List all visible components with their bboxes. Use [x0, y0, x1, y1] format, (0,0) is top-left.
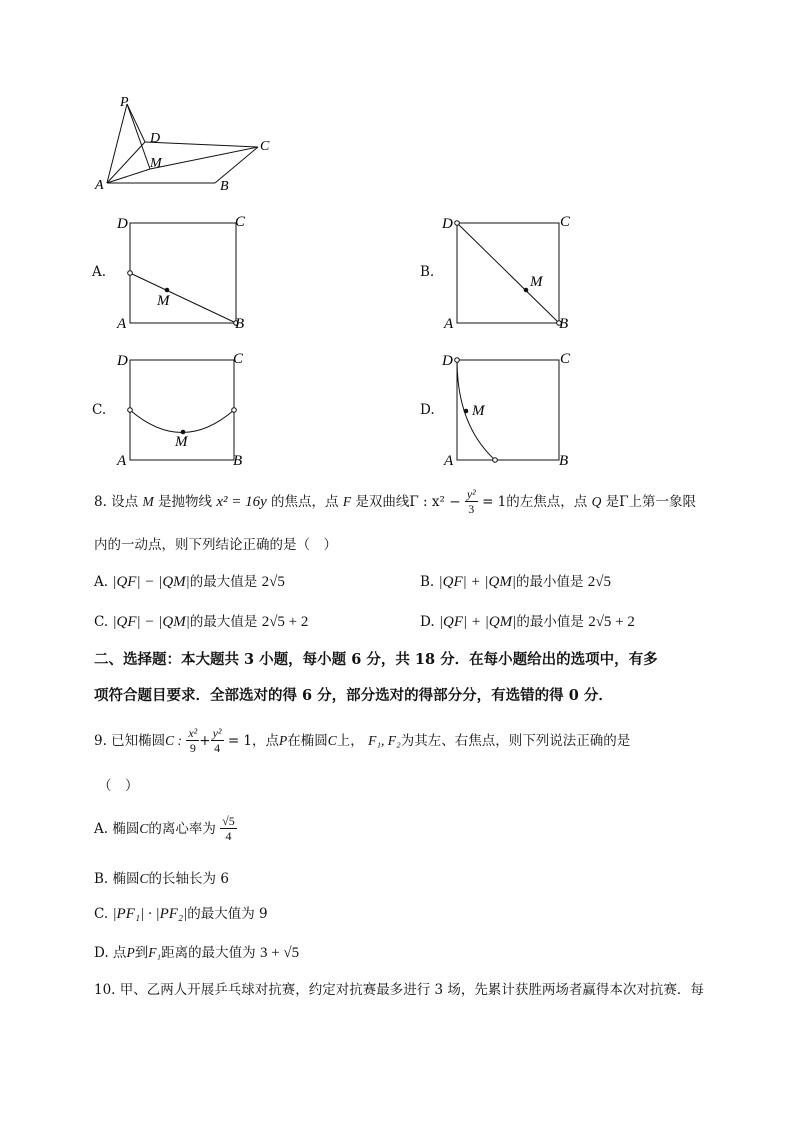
- q9-optC-expr: |PF₁| · |PF₂|: [112, 906, 188, 922]
- label-A: A: [444, 316, 454, 332]
- pyramid-figure: [90, 92, 280, 192]
- label-A: A: [444, 453, 454, 469]
- q9-optB-pre: B. 椭圆: [94, 871, 140, 887]
- q9-P: P: [279, 732, 288, 748]
- q8-opt-val: 2√5 + 2: [588, 614, 635, 630]
- q8-fraction: [465, 488, 478, 517]
- q9-optD-F: F₁: [148, 945, 162, 960]
- q8-opt-expr: |QF| − |QM|: [112, 574, 190, 590]
- label-B: B: [220, 179, 229, 192]
- label-B: B: [233, 453, 243, 469]
- label-A: A: [117, 453, 127, 469]
- label-A: A: [95, 178, 104, 192]
- q9-optD-text1: 到: [134, 945, 149, 961]
- label-D: D: [117, 216, 128, 232]
- label-C: C: [560, 351, 571, 367]
- q9-optD-pre: D. 点: [94, 945, 127, 961]
- q8-M: M: [142, 493, 154, 509]
- q9-frac1-num: x²: [188, 726, 198, 740]
- q8-opt-letter: C.: [94, 614, 109, 630]
- label-C: C: [560, 214, 571, 230]
- q8-Q: Q: [591, 493, 602, 509]
- q8-frac-num: y²: [466, 487, 476, 501]
- q9-option-c[interactable]: [94, 905, 268, 923]
- q9-optC-pre: C.: [94, 906, 109, 922]
- option-c-figure: [110, 345, 260, 470]
- q9-optA-frac: [220, 815, 237, 844]
- label-B: B: [235, 316, 245, 332]
- q9-blank: （ ）: [98, 778, 139, 794]
- label-D: D: [150, 131, 161, 146]
- option-d-letter: D.: [420, 402, 435, 418]
- q9-p1: 9. 已知椭圆: [94, 732, 166, 749]
- q8-p5: = 1的左焦点，点: [482, 493, 588, 510]
- q9-optA-C: C: [139, 820, 149, 836]
- option-c-letter: C.: [92, 402, 107, 418]
- q9-optD-val: 3 + √5: [259, 945, 300, 961]
- q9-optA-pre: A. 椭圆: [94, 820, 140, 837]
- q8-opt-letter: B.: [420, 574, 435, 590]
- q9-C2: C: [327, 732, 337, 748]
- q8-F: F: [342, 493, 352, 509]
- label-M: M: [157, 293, 170, 309]
- section2-line1: 二、选择题：本大题共 3 小题，每小题 6 分，共 18 分．在每小题给出的选项中，有多: [94, 651, 658, 668]
- label-M: M: [530, 274, 543, 290]
- section2-line2: 项符合题目要求．全部选对的得 6 分，部分选对的得部分分，有选错的得 0 分．: [94, 687, 613, 704]
- q8-opt-letter: A.: [94, 574, 109, 590]
- q9-optA-den: 4: [225, 829, 232, 844]
- q8-p6: 是Γ上第一象限: [605, 493, 696, 510]
- label-P: P: [120, 95, 129, 110]
- label-A: A: [117, 316, 127, 332]
- q8-line2: 内的一动点，则下列结论正确的是（ ）: [94, 537, 337, 553]
- q8-opt-text: 的最小值是: [515, 574, 584, 590]
- q9-option-b[interactable]: [94, 871, 229, 887]
- q9-frac1-den: 9: [189, 741, 196, 756]
- option-b-letter: B.: [420, 264, 435, 280]
- q9-option-a[interactable]: [94, 815, 237, 844]
- q9-optB-text: 的长轴长为 6: [148, 871, 229, 887]
- label-D: D: [442, 216, 453, 232]
- q9-p2: ，点: [252, 732, 280, 749]
- q8-option-c[interactable]: [94, 613, 308, 631]
- label-B: B: [559, 316, 569, 332]
- q9-plus: +: [199, 732, 211, 749]
- q9-line1: [94, 727, 630, 756]
- q8-opt-expr: |QF| + |QM|: [438, 614, 517, 630]
- q8-opt-text: 的最小值是: [516, 614, 584, 630]
- q9-F12: F₁, F₂: [368, 732, 401, 748]
- q9-frac2: [211, 727, 224, 756]
- q8-option-d[interactable]: [420, 613, 635, 631]
- q8-opt-text: 的最大值是: [189, 574, 258, 590]
- q9-p3: 在椭圆: [287, 732, 328, 749]
- q8-opt-expr: |QF| + |QM|: [438, 574, 516, 590]
- q8-p3: 的焦点，点: [271, 493, 339, 510]
- q9-optD-P: P: [126, 945, 135, 960]
- option-a-figure: [110, 208, 260, 333]
- q8-opt-letter: D.: [420, 614, 435, 630]
- q8-frac-den: 3: [468, 502, 475, 517]
- q9-optD-text2: 距离的最大值为: [161, 945, 256, 961]
- label-M: M: [150, 156, 162, 171]
- q9-frac2-num: y²: [212, 726, 222, 740]
- q9-option-d[interactable]: [94, 944, 299, 962]
- q9-p5: 为其左、右焦点，则下列说法正确的是: [400, 732, 631, 749]
- label-D: D: [117, 353, 128, 369]
- label-C: C: [235, 214, 246, 230]
- q9-C: C :: [165, 732, 183, 748]
- q8-p1: 8. 设点: [94, 493, 139, 510]
- label-C: C: [260, 139, 270, 154]
- q8-option-b[interactable]: [420, 573, 611, 591]
- q8-option-a[interactable]: [94, 573, 285, 591]
- q9-frac1: [186, 727, 199, 756]
- label-C: C: [233, 351, 244, 367]
- label-B: B: [559, 453, 569, 469]
- label-D: D: [442, 353, 453, 369]
- q9-optA-text: 的离心率为: [148, 820, 216, 837]
- q8-opt-text: 的最大值是: [189, 614, 258, 630]
- option-a-letter: A.: [92, 264, 107, 280]
- label-M: M: [175, 434, 188, 450]
- q8-eq1: x² = 16y: [216, 493, 267, 510]
- q9-eq: = 1: [227, 732, 253, 749]
- q8-p4: 是双曲线Γ : x² −: [355, 493, 461, 510]
- q8-opt-val: 2√5 + 2: [261, 614, 309, 630]
- q8-p2: 是抛物线: [158, 493, 213, 510]
- label-M: M: [472, 403, 485, 419]
- q9-optC-text: 的最大值为 9: [187, 906, 268, 922]
- q9-optA-num: √5: [222, 814, 235, 828]
- q8-opt-expr: |QF| − |QM|: [112, 614, 190, 630]
- q9-frac2-den: 4: [214, 741, 221, 756]
- q8-opt-val: 2√5: [261, 574, 285, 590]
- q8-line1: [94, 488, 696, 517]
- q10-line1: 10. 甲、乙两人开展乒乓球对抗赛，约定对抗赛最多进行 3 场，先累计获胜两场者赢得本次对抗赛．每: [94, 982, 704, 998]
- q8-opt-val: 2√5: [587, 574, 611, 590]
- option-d-figure: [437, 345, 587, 470]
- q9-p4: 上，: [336, 732, 364, 749]
- q9-optB-C: C: [139, 871, 149, 886]
- option-b-figure: [437, 208, 587, 333]
